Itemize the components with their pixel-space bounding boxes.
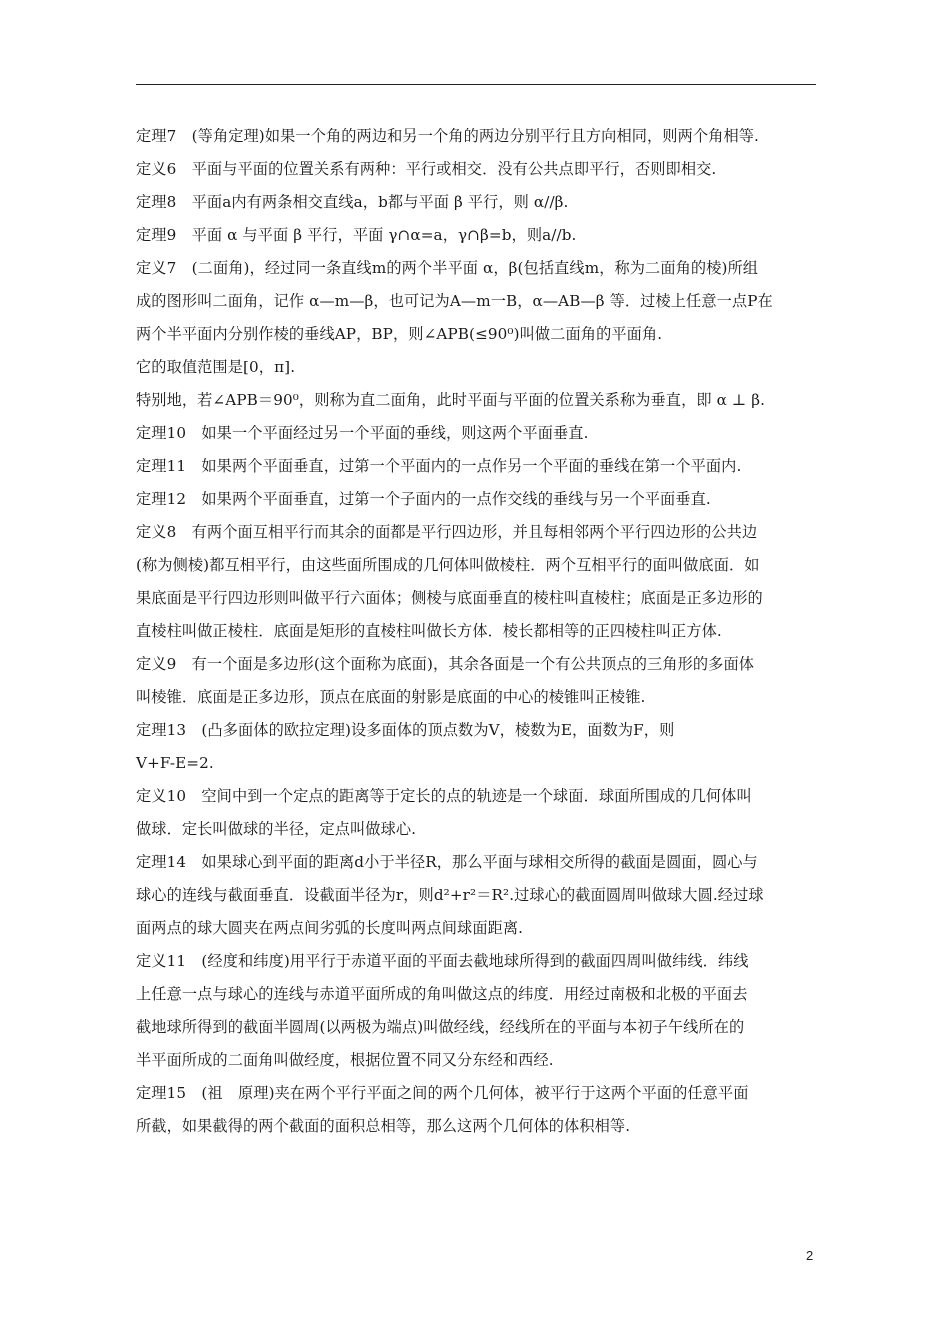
text-line: 定义7 (二面角)，经过同一条直线m的两个半平面 α，β(包括直线m，称为二面角的棱)所组 [136,259,759,277]
text-line: 定理15 (祖 原理)夹在两个平行平面之间的两个几何体，被平行于这两个平面的任意平面 [136,1084,749,1102]
text-line: 成的图形叫二面角，记作 α—m—β，也可记为A—m一B，α—AB—β 等．过棱上任意一点P在 [136,292,773,310]
header-rule [136,84,816,85]
text-line: 定理10 如果一个平面经过另一个平面的垂线，则这两个平面垂直. [136,424,589,442]
text-line: 所截，如果截得的两个截面的面积总相等，那么这两个几何体的体积相等. [136,1117,631,1135]
text-line: 定义9 有一个面是多边形(这个面称为底面)，其余各面是一个有公共顶点的三角形的多面体 [136,655,755,673]
text-line: 特别地，若∠APB＝90⁰，则称为直二面角，此时平面与平面的位置关系称为垂直，即 α ⊥ β. [136,391,766,409]
text-line: 定理12 如果两个平面垂直，过第一个子面内的一点作交线的垂线与另一个平面垂直. [136,490,711,508]
text-line: 直棱柱叫做正棱柱．底面是矩形的直棱柱叫做长方体．棱长都相等的正四棱柱叫正方体. [136,622,722,640]
document-body [136,120,826,1143]
text-line: 球心的连线与截面垂直．设截面半径为r，则d²+r²＝R².过球心的截面圆周叫做球大圆.经过球 [136,886,764,904]
text-line: 两个半平面内分别作棱的垂线AP，BP，则∠APB(≤90⁰)叫做二面角的平面角. [136,325,663,343]
text-line: 上任意一点与球心的连线与赤道平面所成的角叫做这点的纬度．用经过南极和北极的平面去 [136,985,748,1003]
text-line: 果底面是平行四边形则叫做平行六面体；侧棱与底面垂直的棱柱叫直棱柱；底面是正多边形的 [136,589,763,607]
text-line: 做球．定长叫做球的半径，定点叫做球心. [136,820,417,838]
text-line: 面两点的球大圆夹在两点间劣弧的长度叫两点间球面距离. [136,919,524,937]
text-line: 定义8 有两个面互相平行而其余的面都是平行四边形，并且每相邻两个平行四边形的公共边 [136,523,758,541]
text-line: 叫棱锥．底面是正多边形，顶点在底面的射影是底面的中心的棱锥叫正棱锥. [136,688,646,706]
text-line: 定理8 平面a内有两条相交直线a，b都与平面 β 平行，则 α//β. [136,193,569,211]
text-line: 定义11 (经度和纬度)用平行于赤道平面的平面去截地球所得到的截面四周叫做纬线．纬线 [136,952,749,970]
text-line: 定理13 (凸多面体的欧拉定理)设多面体的顶点数为V，棱数为E，面数为F，则 [136,721,675,739]
text-line: 定义6 平面与平面的位置关系有两种：平行或相交．没有公共点即平行，否则即相交. [136,160,717,178]
text-line: 定理7 (等角定理)如果一个角的两边和另一个角的两边分别平行且方向相同，则两个角相等. [136,127,759,145]
text-line: 定理14 如果球心到平面的距离d小于半径R，那么平面与球相交所得的截面是圆面，圆心与 [136,853,758,871]
text-line: V+F-E=2. [136,754,214,772]
text-line: 半平面所成的二面角叫做经度，根据位置不同又分东经和西经. [136,1051,554,1069]
text-line: 定理9 平面 α 与平面 β 平行，平面 γ∩α=a，γ∩β=b，则a//b. [136,226,577,244]
text-line: (称为侧棱)都互相平行，由这些面所围成的几何体叫做棱柱．两个互相平行的面叫做底面．如 [136,556,760,574]
page-number: 2 [806,1248,814,1263]
text-line: 它的取值范围是[0，π]. [136,358,296,376]
text-line: 定义10 空间中到一个定点的距离等于定长的点的轨迹是一个球面．球面所围成的几何体叫 [136,787,752,805]
text-line: 截地球所得到的截面半圆周(以两极为端点)叫做经线，经线所在的平面与本初子午线所在的 [136,1018,745,1036]
text-line: 定理11 如果两个平面垂直，过第一个平面内的一点作另一个平面的垂线在第一个平面内. [136,457,742,475]
